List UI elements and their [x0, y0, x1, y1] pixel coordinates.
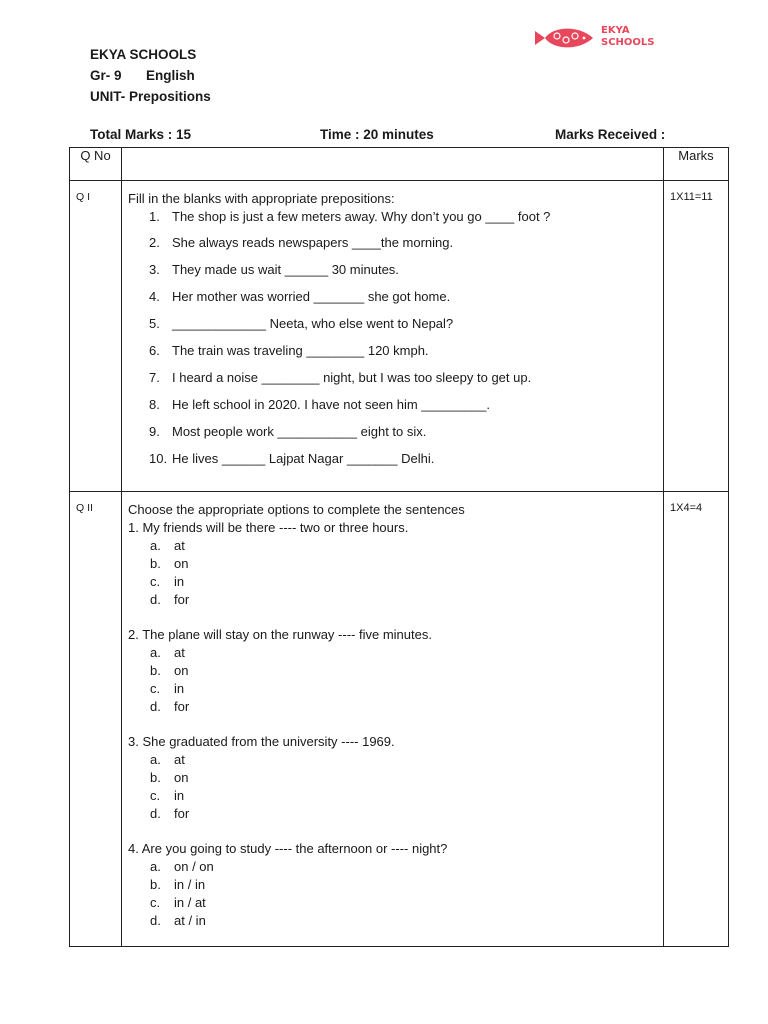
mcq-option: [128, 591, 663, 609]
grade: Gr- 9: [90, 68, 122, 83]
mcq-option: [128, 751, 663, 769]
option-letter: d.: [150, 699, 161, 714]
option-letter: b.: [150, 663, 161, 678]
option-text: in / in: [174, 877, 206, 892]
mcq-options: [128, 751, 663, 823]
marks-received: Marks Received :: [555, 127, 666, 142]
option-text: at: [174, 538, 185, 553]
list-item: [128, 450, 663, 477]
list-item: [128, 369, 663, 396]
mcq-option: [128, 644, 663, 662]
fish-logo-icon: [533, 25, 597, 51]
question-marks: 1X11=11: [664, 181, 729, 492]
table-header-row: [70, 148, 729, 181]
option-letter: c.: [150, 574, 161, 589]
list-item: [128, 396, 663, 423]
question-instruction: Choose the appropriate options to complete the sentences: [128, 502, 465, 517]
mcq-question: [128, 733, 663, 823]
item-text: He left school in 2020. I have not seen him _________.: [172, 397, 490, 412]
option-letter: b.: [150, 556, 161, 571]
mcq-option: [128, 662, 663, 680]
item-text: She always reads newspapers ____the morning.: [172, 235, 454, 250]
marks-header: Marks: [664, 148, 729, 181]
item-text: The shop is just a few meters away. Why don’t you go ____ foot ?: [172, 209, 551, 224]
option-text: in: [174, 574, 185, 589]
option-letter: d.: [150, 806, 161, 821]
grade-subject-line: [90, 68, 195, 83]
option-letter: d.: [150, 592, 161, 607]
subject: English: [146, 68, 195, 83]
mcq-option: [128, 769, 663, 787]
item-text: Her mother was worried _______ she got home.: [172, 289, 451, 304]
option-text: at / in: [174, 913, 206, 928]
option-letter: c.: [150, 788, 161, 803]
mcq-question: [128, 840, 663, 930]
option-letter: d.: [150, 913, 161, 928]
option-text: on / on: [174, 859, 214, 874]
option-letter: c.: [150, 681, 161, 696]
mcq-option: [128, 698, 663, 716]
item-text: I heard a noise ________ night, but I was too sleepy to get up.: [172, 370, 532, 385]
item-number: 8.: [149, 397, 160, 412]
list-item: [128, 288, 663, 315]
option-text: at: [174, 645, 185, 660]
qno-header: Q No: [70, 148, 122, 181]
question-number: Q I: [70, 181, 122, 492]
unit-title: UNIT- Prepositions: [90, 89, 211, 104]
mcq-options: [128, 858, 663, 930]
item-number: 6.: [149, 343, 160, 358]
list-item: [128, 342, 663, 369]
mcq-stem: 3. She graduated from the university ---- 1969.: [128, 734, 395, 749]
ekya-logo: [533, 23, 657, 53]
item-text: Most people work ___________ eight to six.: [172, 424, 427, 439]
question-instruction: Fill in the blanks with appropriate prepositions:: [128, 191, 395, 206]
question-row-1: [70, 181, 729, 492]
option-text: for: [174, 699, 190, 714]
option-text: for: [174, 592, 190, 607]
total-marks: Total Marks : 15: [90, 127, 192, 142]
mcq-option: [128, 912, 663, 930]
mcq-option: [128, 537, 663, 555]
mcq-stem: 2. The plane will stay on the runway ---- five minutes.: [128, 627, 432, 642]
item-number: 3.: [149, 262, 160, 277]
logo-line-1: EKYA: [601, 25, 630, 36]
option-text: on: [174, 556, 189, 571]
question-header: [122, 148, 664, 181]
mcq-option: [128, 555, 663, 573]
option-text: on: [174, 770, 189, 785]
item-number: 9.: [149, 424, 160, 439]
option-text: in / at: [174, 895, 206, 910]
time-allowed: Time : 20 minutes: [320, 127, 434, 142]
mcq-option: [128, 876, 663, 894]
option-text: on: [174, 663, 189, 678]
mcq-stem: 4. Are you going to study ---- the afternoon or ---- night?: [128, 841, 448, 856]
item-text: The train was traveling ________ 120 kmph.: [172, 343, 429, 358]
option-letter: a.: [150, 859, 161, 874]
mcq-question: [128, 626, 663, 716]
option-text: for: [174, 806, 190, 821]
question-body: [122, 492, 664, 947]
mcq-option: [128, 805, 663, 823]
list-item: [128, 261, 663, 288]
item-number: 1.: [149, 209, 160, 224]
question-row-2: [70, 492, 729, 947]
item-text: They made us wait ______ 30 minutes.: [172, 262, 399, 277]
list-item: [128, 234, 663, 261]
mcq-option: [128, 573, 663, 591]
option-letter: a.: [150, 645, 161, 660]
mcq-option: [128, 680, 663, 698]
item-text: _____________ Neeta, who else went to Nepal?: [172, 316, 454, 331]
question-number: Q II: [70, 492, 122, 947]
mcq-question: [128, 519, 663, 609]
question-table: [69, 147, 729, 947]
option-text: at: [174, 752, 185, 767]
option-text: in: [174, 681, 185, 696]
item-number: 2.: [149, 235, 160, 250]
question-body: [122, 181, 664, 492]
question-marks: 1X4=4: [664, 492, 729, 947]
item-number: 4.: [149, 289, 160, 304]
option-text: in: [174, 788, 185, 803]
item-number: 10.: [149, 451, 168, 466]
list-item: [128, 315, 663, 342]
mcq-stem: 1. My friends will be there ---- two or three hours.: [128, 520, 409, 535]
mcq-option: [128, 894, 663, 912]
list-item: [128, 423, 663, 450]
mcq-options: [128, 537, 663, 609]
item-number: 7.: [149, 370, 160, 385]
fill-blanks-list: [128, 208, 663, 477]
mcq-option: [128, 858, 663, 876]
logo-wordmark: [601, 25, 655, 49]
option-letter: b.: [150, 877, 161, 892]
item-text: He lives ______ Lajpat Nagar _______ Delhi.: [172, 451, 435, 466]
logo-line-2: SCHOOLS: [601, 37, 655, 48]
item-number: 5.: [149, 316, 160, 331]
mcq-options: [128, 644, 663, 716]
school-name: EKYA SCHOOLS: [90, 47, 197, 62]
option-letter: c.: [150, 895, 161, 910]
option-letter: b.: [150, 770, 161, 785]
option-letter: a.: [150, 538, 161, 553]
option-letter: a.: [150, 752, 161, 767]
mcq-option: [128, 787, 663, 805]
list-item: [128, 208, 663, 234]
